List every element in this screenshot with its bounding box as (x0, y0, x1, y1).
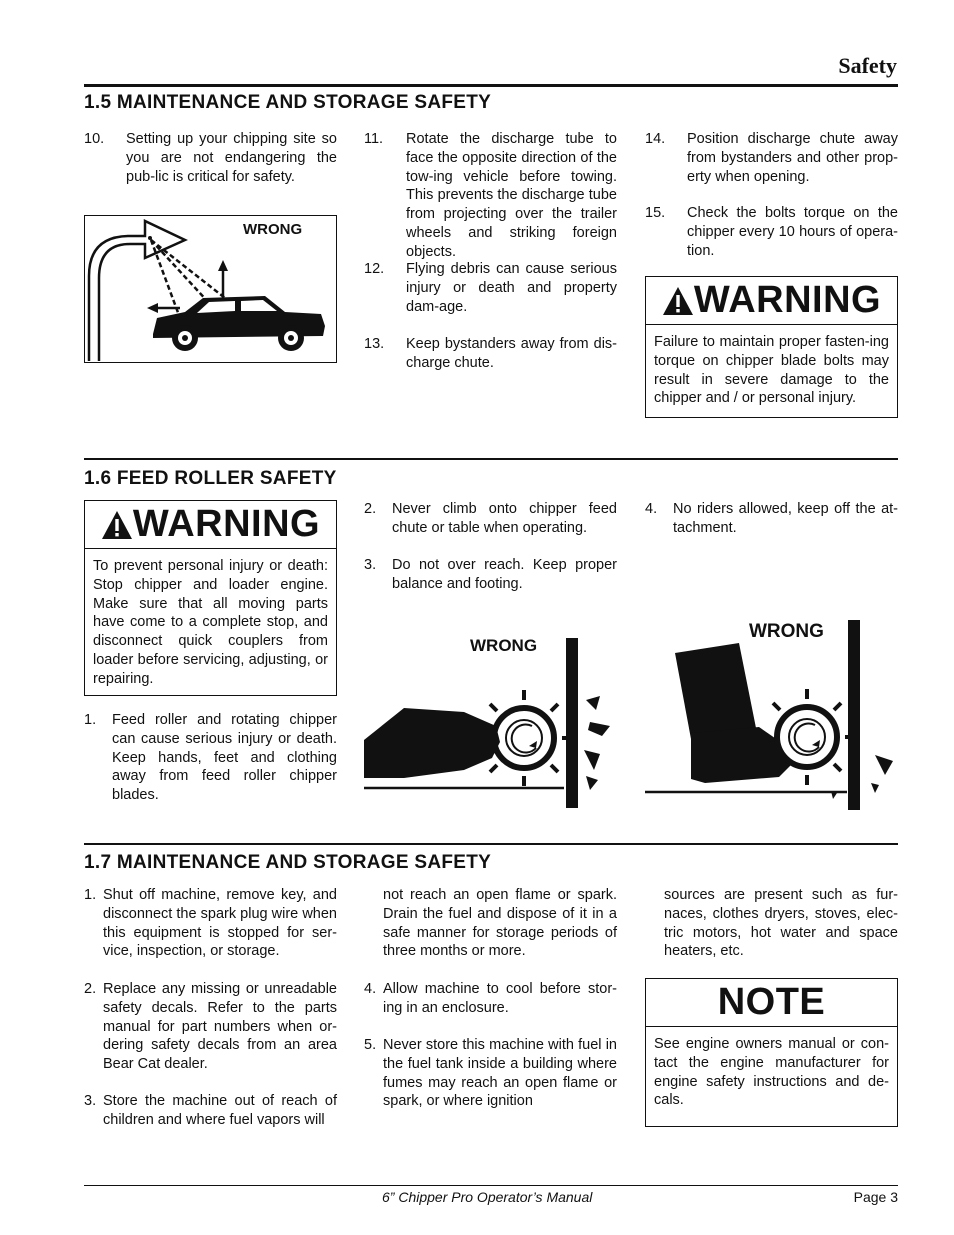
figure-wrong-label: WRONG (470, 636, 538, 655)
note-body: See engine owners manual or con-tact the engine manufacturer for engine safety instructions and de-cals. (654, 1036, 889, 1109)
section-1-5-title: 1.5 MAINTENANCE AND STORAGE SAFETY (84, 92, 492, 113)
figure-wrong-label: WRONG (243, 221, 303, 238)
list-item (645, 130, 898, 186)
section-1-6-rule (84, 458, 898, 460)
item-text: Allow machine to cool before stor-ing in an enclosure. (383, 981, 617, 1016)
item-number: 1. (84, 712, 97, 728)
warning-body: To prevent personal injury or death: Stop chipper and loader engine. Make sure that all moving parts have come to a complete stop, and disconnect quick couplers from loader before servicing, adjusting, or repairing. (93, 558, 328, 687)
section-1-6-title: 1.6 FEED ROLLER SAFETY (84, 468, 337, 489)
item-number: 12. (364, 261, 385, 277)
warning-word: WARNING (132, 503, 321, 545)
item-text: No riders allowed, keep off the at-tachment. (673, 501, 898, 536)
list-item (364, 335, 617, 373)
figure-wrong-label: WRONG (749, 621, 824, 642)
note-box (645, 978, 898, 1127)
item-number: 5. (364, 1037, 377, 1053)
item-text: Check the bolts torque on the chipper every 10 hours of opera-tion. (687, 205, 898, 259)
list-item (84, 130, 337, 186)
list-item (364, 130, 617, 262)
item-number: 2. (84, 981, 97, 997)
list-item (645, 500, 898, 538)
item-text: Store the machine out of reach of children and where fuel vapors will (103, 1093, 337, 1128)
item-text: Rotate the discharge tube to face the opposite direction of the tow-ing vehicle before towing. This prevents the discharge tube from projecting over the trailer wheels and striking foreign objects. (406, 131, 617, 260)
footer-manual-title: 6” Chipper Pro Operator’s Manual (382, 1189, 593, 1205)
item-text: Replace any missing or unreadable safety decals. Refer to the parts manual for part numbers when or-dering safety decals from an area Bear Cat dealer. (103, 981, 337, 1073)
warning-word: WARNING (693, 279, 882, 321)
hand-feed-roller-figure (364, 630, 617, 810)
list-item (84, 1092, 337, 1130)
list-item (364, 556, 617, 594)
note-word: NOTE (717, 981, 826, 1023)
list-item (364, 980, 617, 1018)
page-header-section: Safety (838, 53, 897, 78)
item-text: Feed roller and rotating chipper can cause serious injury or death. Keep hands, feet and clothing away from feed roller chipper blades. (112, 712, 337, 804)
item-text: Do not over reach. Keep proper balance and footing. (392, 557, 617, 592)
footer-rule (84, 1185, 898, 1186)
item-number: 4. (645, 501, 658, 517)
item-number: 15. (645, 205, 666, 221)
list-item (364, 260, 617, 316)
item-text: Position discharge chute away from bystanders and other prop-erty when opening. (687, 131, 898, 185)
item-text: Never store this machine with fuel in the fuel tank inside a building where fumes may reach an open flame or spark, or where ignition (383, 1037, 617, 1110)
warning-header (85, 501, 336, 549)
car-discharge-figure (84, 215, 337, 363)
list-item (364, 500, 617, 538)
item-text: Shut off machine, remove key, and disconnect the spark plug wire when this equipment is stopped for ser-vice, inspection, or storage. (103, 887, 337, 960)
item-number: 14. (645, 131, 666, 147)
list-item (645, 204, 898, 260)
list-item (84, 711, 337, 805)
list-item (364, 1036, 617, 1111)
item-text: Never climb onto chipper feed chute or table when operating. (392, 501, 617, 536)
warning-box-torque (645, 276, 898, 418)
header-rule (84, 84, 898, 87)
hand-illustration (364, 630, 617, 810)
item-text: Setting up your chipping site so you are not endangering the pub-lic is critical for safety. (126, 131, 337, 185)
item-number: 10. (84, 131, 105, 147)
warning-header (646, 277, 897, 325)
item-text: Keep bystanders away from dis-charge chute. (406, 336, 617, 371)
warning-box-feed-roller (84, 500, 337, 696)
item-5-continuation: sources are present such as fur-naces, clothes dryers, stoves, elec-tric motors, hot water and space heaters, etc. (664, 887, 898, 960)
item-number: 2. (364, 501, 377, 517)
section-1-7-rule (84, 843, 898, 845)
item-number: 1. (84, 887, 97, 903)
item-number: 3. (364, 557, 377, 573)
item-text: Flying debris can cause serious injury or death and property dam-age. (406, 261, 617, 315)
foot-illustration (645, 615, 898, 810)
note-header (646, 979, 897, 1027)
warning-triangle-icon (662, 286, 694, 316)
item-number: 11. (364, 131, 384, 147)
warning-triangle-icon (101, 510, 133, 540)
list-item (84, 886, 337, 961)
page-number: Page 3 (853, 1189, 898, 1205)
item-number: 13. (364, 336, 385, 352)
list-item (84, 980, 337, 1074)
item-number: 4. (364, 981, 377, 997)
warning-body: Failure to maintain proper fasten-ing torque on chipper blade bolts may result in severe damage to the chipper and / or personal injury. (654, 334, 889, 407)
item-3-continuation: not reach an open flame or spark. Drain the fuel and dispose of it in a safe manner for storage periods of three months or more. (383, 887, 617, 960)
section-1-7-title: 1.7 MAINTENANCE AND STORAGE SAFETY (84, 852, 492, 873)
item-number: 3. (84, 1093, 97, 1109)
foot-feed-roller-figure (645, 615, 898, 810)
